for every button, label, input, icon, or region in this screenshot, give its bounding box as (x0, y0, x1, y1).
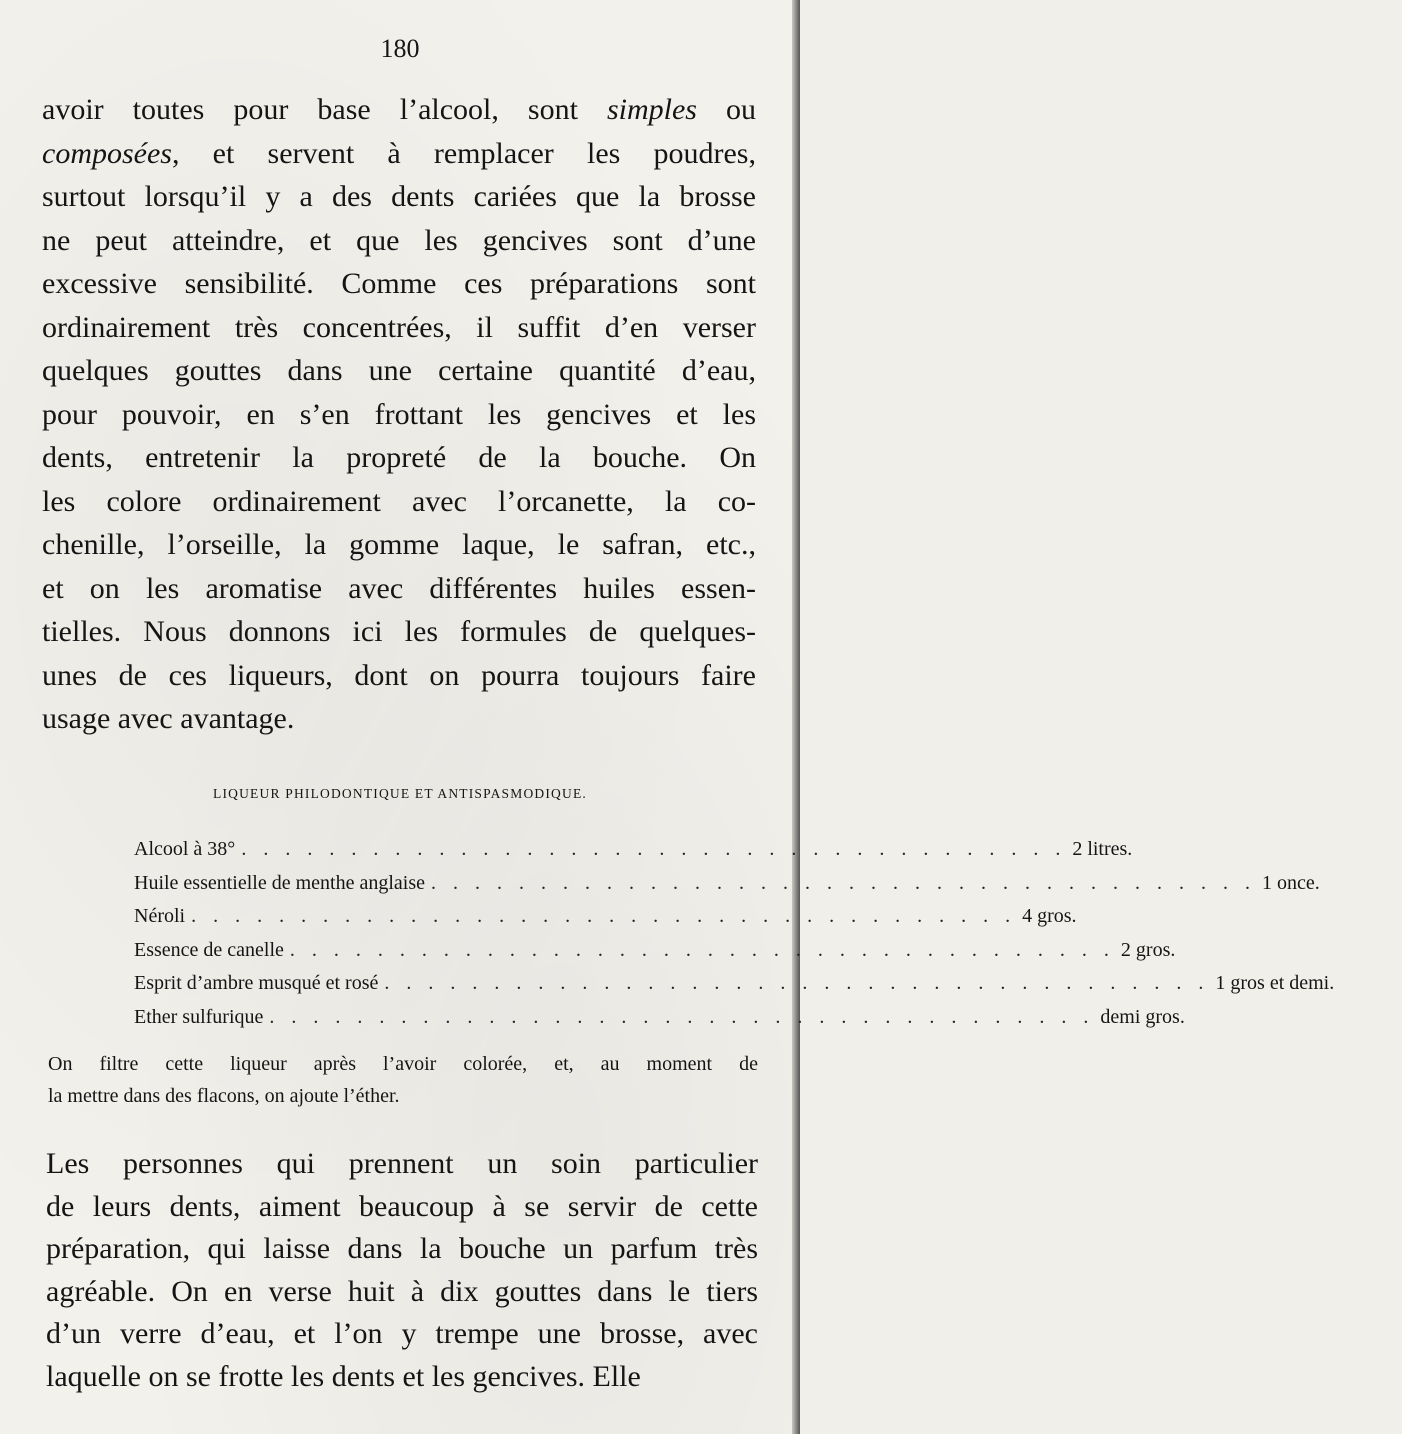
recipe-row (134, 905, 1077, 939)
recipe-list (134, 838, 1335, 1040)
note-line: la mettre dans des flacons, on ajoute l’éther. (48, 1085, 400, 1107)
text-line: de leurs dents, aiment beaucoup à se servir de cette (46, 1189, 758, 1223)
note-line: On filtre cette liqueur après l’avoir colorée, et, au moment de (48, 1053, 758, 1075)
text-line: préparation, qui laisse dans la bouche un parfum très (46, 1232, 758, 1265)
text-line: tielles. Nous donnons ici les formules de quelques- (42, 615, 756, 648)
text-line: laquelle on se frotte les dents et les gencives. Elle (46, 1359, 641, 1393)
quantity: demi gros. (1100, 1005, 1185, 1028)
ingredient: Ether sulfurique (134, 1005, 264, 1028)
dot-leader: . . . . . . . . . . . . . . . . . . . . . . . . . . . . . . . . . . . . . . (384, 972, 1210, 995)
ingredient: Néroli (134, 905, 186, 928)
text-line: dents, entretenir la propreté de la bouche. On (42, 441, 756, 474)
recipe-row (134, 838, 1133, 872)
text-line: usage avec avantage. (42, 702, 295, 735)
text-line: d’un verre d’eau, et l’on y trempe une brosse, avec (46, 1317, 758, 1350)
recipe-note (48, 1048, 758, 1112)
text-line: Les personnes qui prennent un soin particulier (46, 1147, 758, 1180)
text-line: et on les aromatise avec différentes huiles essen- (42, 571, 756, 605)
text-line: ne peut atteindre, et que les gencives sont d’une (42, 223, 756, 257)
text-line: agréable. On en verse huit à dix gouttes dans le tiers (46, 1274, 758, 1308)
dot-leader: . . . . . . . . . . . . . . . . . . . . . . . . . . . . . . . . . . . . . . (289, 938, 1115, 961)
ingredient: Essence de canelle (134, 938, 284, 961)
recipe-row (134, 1005, 1185, 1040)
page-number: 180 (380, 34, 420, 63)
dot-leader: . . . . . . . . . . . . . . . . . . . . . . . . . . . . . . . . . . . . . . (191, 905, 1017, 928)
ingredient: Huile essentielle de menthe anglaise (134, 871, 426, 894)
recipe-row (134, 972, 1335, 1006)
ingredient: Esprit d’ambre musqué et rosé (134, 972, 379, 995)
quantity: 1 once. (1262, 871, 1320, 894)
paragraph-2 (46, 1143, 758, 1398)
text-line: quelques gouttes dans une certaine quantité d’eau, (42, 354, 756, 387)
quantity: 4 gros. (1022, 905, 1077, 928)
text-line: les colore ordinairement avec l’orcanette, la co- (42, 484, 756, 518)
quantity: 1 gros et demi. (1215, 972, 1335, 995)
text-line: unes de ces liqueurs, dont on pourra toujours faire (42, 658, 756, 692)
recipe-title: LIQUEUR PHILODONTIQUE ET ANTISPASMODIQUE. (213, 786, 587, 801)
text-line: avoir toutes pour base l’alcool, sont simples ou (42, 93, 757, 126)
italic-word: simples (606, 93, 697, 126)
dot-leader: . . . . . . . . . . . . . . . . . . . . . . . . . . . . . . . . . . . . . . (269, 1005, 1095, 1028)
quantity: 2 litres. (1072, 838, 1133, 860)
text-line: chenille, l’orseille, la gomme laque, le safran, etc., (42, 528, 756, 561)
ingredient: Alcool à 38° (134, 838, 236, 860)
page-edge-shadow (792, 0, 800, 1434)
recipe-row (134, 938, 1176, 973)
text-line: ordinairement très concentrées, il suffit d’en verser (42, 310, 756, 344)
quantity: 2 gros. (1120, 938, 1176, 961)
recipe-row (134, 871, 1320, 906)
text-line: composées, et servent à remplacer les poudres, (42, 136, 756, 170)
paragraph-1 (42, 88, 756, 741)
dot-leader: . . . . . . . . . . . . . . . . . . . . . . . . . . . . . . . . . . . . . . (241, 838, 1067, 860)
dot-leader: . . . . . . . . . . . . . . . . . . . . . . . . . . . . . . . . . . . . . . (431, 871, 1257, 894)
text-line: pour pouvoir, en s’en frottant les gencives et les (42, 397, 756, 431)
text-line: surtout lorsqu’il y a des dents cariées que la brosse (42, 180, 756, 213)
text-line: excessive sensibilité. Comme ces préparations sont (42, 267, 756, 300)
italic-word: composées (42, 136, 172, 170)
